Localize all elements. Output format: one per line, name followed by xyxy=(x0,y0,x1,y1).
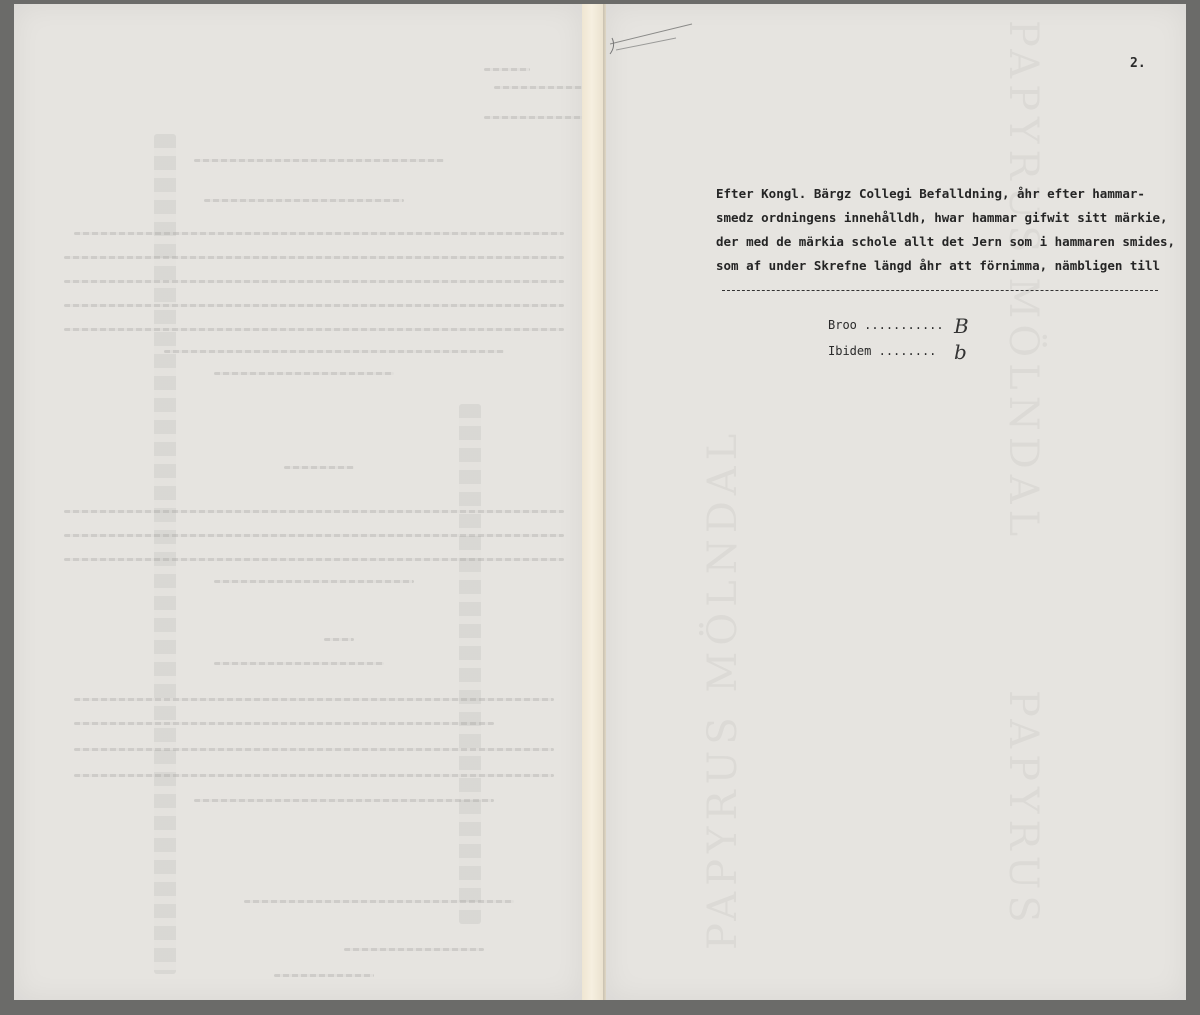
watermark-text: PAPYRUS xyxy=(1000,690,1046,929)
paragraph xyxy=(716,182,1176,278)
bleed-through-line xyxy=(324,638,354,641)
paragraph-line: som af under Skrefne längd åhr att förnimma, nämbligen till xyxy=(716,258,1161,273)
bleed-through-line xyxy=(64,534,564,537)
bleed-through-line xyxy=(64,256,564,259)
watermark-bleed-column xyxy=(459,404,481,924)
bleed-through-line xyxy=(214,372,394,375)
bleed-through-line xyxy=(64,328,564,331)
dashed-separator xyxy=(722,290,1158,291)
bleed-through-line xyxy=(64,304,564,307)
entry-leader-dots: ........... xyxy=(864,318,944,332)
hammer-mark: b xyxy=(954,340,967,364)
bleed-through-line xyxy=(74,232,564,235)
bleed-through-line xyxy=(484,68,530,71)
bleed-through-line xyxy=(214,580,414,583)
watermark-bleed-column xyxy=(154,134,176,974)
bleed-through-line xyxy=(64,510,564,513)
bleed-through-line xyxy=(74,748,554,751)
watermark-text: PAPYRUS MÖLNDAL xyxy=(1000,20,1046,543)
entry-row xyxy=(828,344,936,358)
watermark-text: PAPYRUS MÖLNDAL xyxy=(700,427,746,950)
paragraph-line: smedz ordningens innehålldh, hwar hammar gifwit sitt märkie, xyxy=(716,210,1168,225)
bleed-through-line xyxy=(74,698,554,701)
bleed-through-line xyxy=(274,974,374,977)
bleed-through-line xyxy=(74,774,554,777)
entry-row xyxy=(828,318,944,332)
bleed-through-line xyxy=(74,722,494,725)
right-page xyxy=(606,4,1186,1000)
bleed-through-line xyxy=(64,558,564,561)
bleed-through-line xyxy=(194,799,494,802)
entry-label: Broo xyxy=(828,318,857,332)
bleed-through-line xyxy=(64,280,564,283)
entry-leader-dots: ........ xyxy=(878,344,937,358)
pencil-marks xyxy=(606,16,698,56)
bleed-through-line xyxy=(344,948,484,951)
hammer-mark: B xyxy=(954,314,969,338)
bleed-through-line xyxy=(484,116,584,119)
bleed-through-line xyxy=(214,662,384,665)
entry-label: Ibidem xyxy=(828,344,872,358)
paragraph-line: Efter Kongl. Bärgz Collegi Befalldning, åhr efter hammar- xyxy=(716,186,1145,201)
left-page xyxy=(14,4,582,1000)
paragraph-line: der med de märkia schole allt det Jern som i hammaren smides, xyxy=(716,234,1176,249)
page-number: 2. xyxy=(1130,56,1146,71)
bleed-through-line xyxy=(164,350,504,353)
bleed-through-line xyxy=(194,159,444,162)
bleed-through-line xyxy=(284,466,354,469)
bleed-through-line xyxy=(204,199,404,202)
